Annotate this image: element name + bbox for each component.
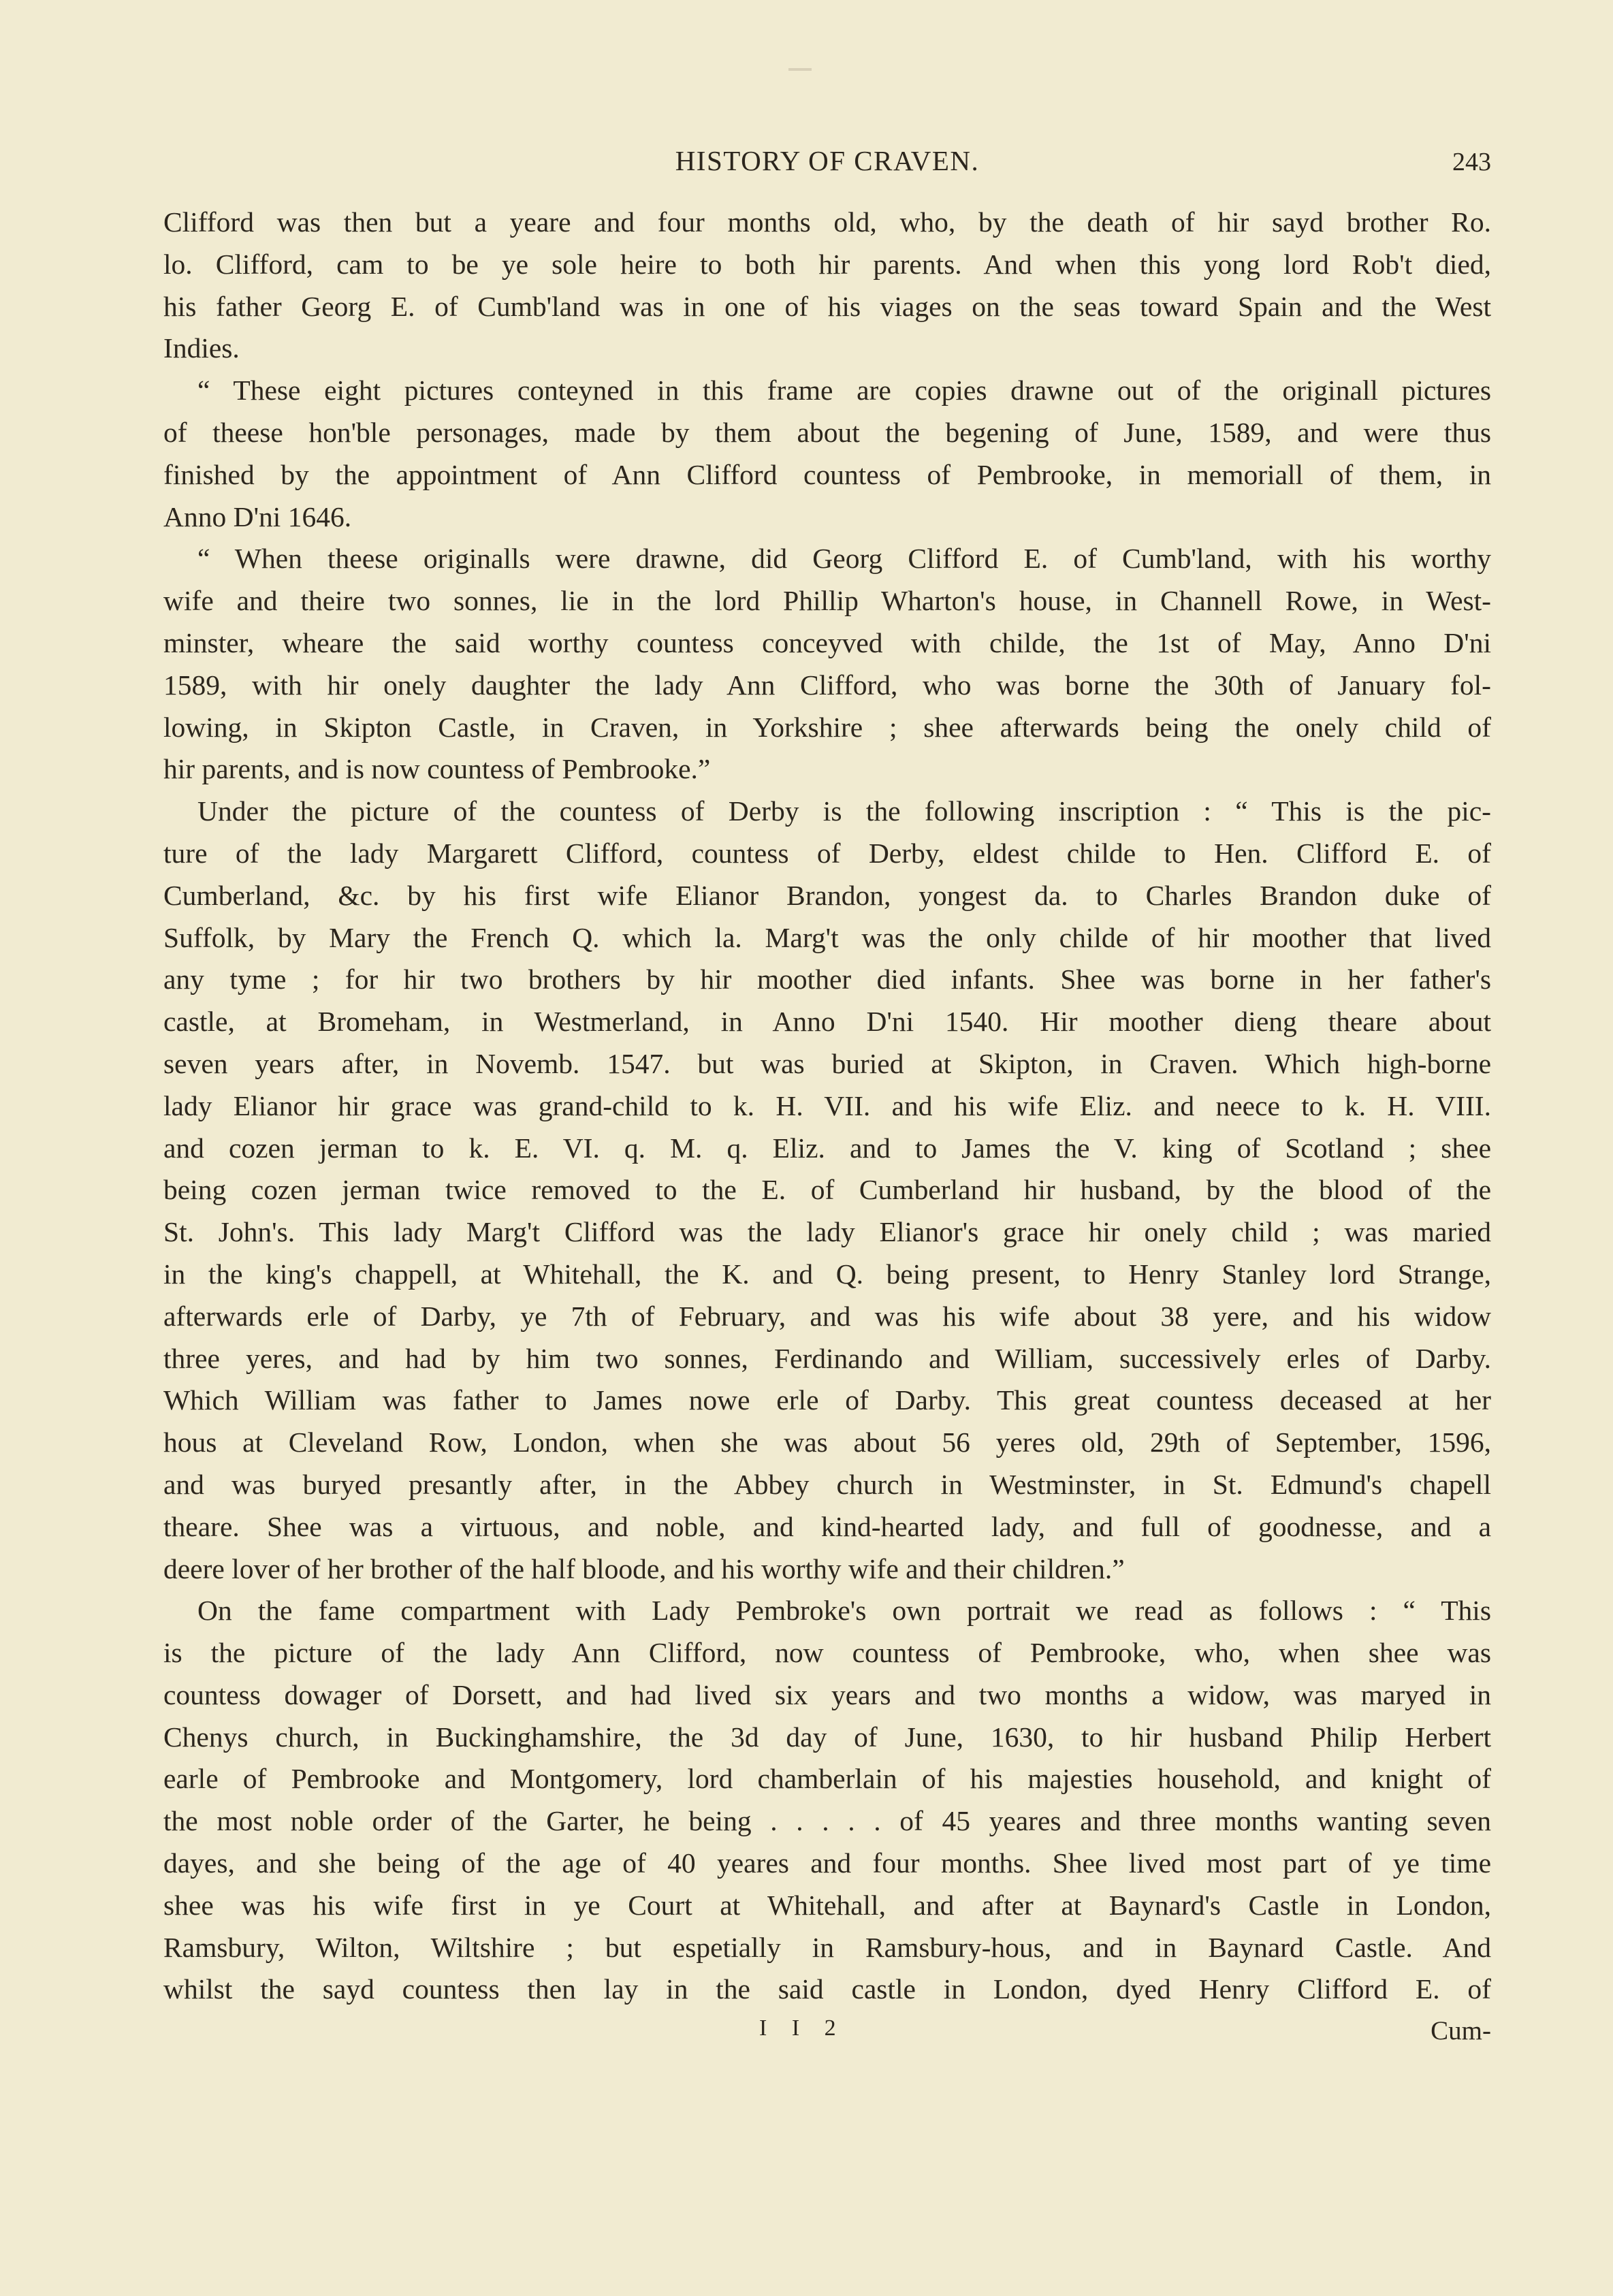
text-line: Ramsbury, Wilton, Wiltshire ; but espetially in Ramsbury-hous, and in Baynard Castle. And — [163, 1931, 1491, 1963]
text-line: of theese hon'ble personages, made by them about the begening of June, 1589, and were thus — [163, 416, 1491, 448]
text-line: “ These eight pictures conteyned in this frame are copies drawne out of the originall pictures — [197, 374, 1491, 406]
text-line: finished by the appointment of Ann Clifford countess of Pembrooke, in memoriall of them, in — [163, 458, 1491, 490]
text-line: On the fame compartment with Lady Pembroke's own portrait we read as follows : “ This — [197, 1595, 1491, 1627]
text-line: Chenys church, in Buckinghamshire, the 3d day of June, 1630, to hir husband Philip Herbert — [163, 1721, 1491, 1753]
text-line: countess dowager of Dorsett, and had lived six years and two months a widow, was maryed in — [163, 1678, 1491, 1710]
text-line: castle, at Bromeham, in Westmerland, in Anno D'ni 1540. Hir moother dieng theare about — [163, 1006, 1491, 1038]
text-line: any tyme ; for hir two brothers by hir moother died infants. Shee was borne in her father's — [163, 963, 1491, 995]
text-line: three yeres, and had by him two sonnes, Ferdinando and William, successively erles of Darby. — [163, 1342, 1491, 1374]
text-line: Under the picture of the countess of Derby is the following inscription : “ This is the pic- — [197, 795, 1491, 827]
page-number: 243 — [1452, 148, 1491, 176]
text-line: lady Elianor hir grace was grand-child to k. H. VII. and his wife Eliz. and neece to k. H. VIII. — [163, 1089, 1491, 1121]
text-line: in the king's chappell, at Whitehall, the K. and Q. being present, to Henry Stanley lord Strange, — [163, 1258, 1491, 1290]
text-line: seven years after, in Novemb. 1547. but was buried at Skipton, in Craven. Which high-borne — [163, 1047, 1491, 1079]
catchword: Cum- — [1431, 2016, 1491, 2045]
text-line: is the picture of the lady Ann Clifford, now countess of Pembrooke, who, when shee was — [163, 1637, 1491, 1669]
text-line: 1589, with hir onely daughter the lady Ann Clifford, who was borne the 30th of January fol- — [163, 669, 1491, 701]
page-top-mark — [788, 68, 812, 71]
text-line: wife and theire two sonnes, lie in the lord Phillip Wharton's house, in Channell Rowe, in West- — [163, 585, 1491, 617]
text-line: lowing, in Skipton Castle, in Craven, in Yorkshire ; shee afterwards being the onely child of — [163, 711, 1491, 743]
signature-mark: I I 2 — [759, 2015, 846, 2041]
text-line: “ When theese originalls were drawne, did Georg Clifford E. of Cumb'land, with his worthy — [197, 543, 1491, 575]
text-line: Anno D'ni 1646. — [163, 500, 352, 532]
text-line: ture of the lady Margarett Clifford, countess of Derby, eldest childe to Hen. Clifford E. of — [163, 837, 1491, 869]
text-line: whilst the sayd countess then lay in the said castle in London, dyed Henry Clifford E. of — [163, 1973, 1491, 2005]
running-head — [163, 144, 1491, 185]
text-line: and was buryed presantly after, in the Abbey church in Westminster, in St. Edmund's chapell — [163, 1468, 1491, 1500]
text-line: hous at Cleveland Row, London, when she was about 56 yeres old, 29th of September, 1596, — [163, 1426, 1491, 1458]
text-line: lo. Clifford, cam to be ye sole heire to both hir parents. And when this yong lord Rob't died, — [163, 248, 1491, 280]
text-line: shee was his wife first in ye Court at Whitehall, and after at Baynard's Castle in London, — [163, 1889, 1491, 1921]
text-line: Indies. — [163, 332, 240, 364]
text-line: hir parents, and is now countess of Pembrooke.” — [163, 753, 711, 785]
text-line: the most noble order of the Garter, he being . . . . . of 45 yeares and three months wanting seven — [163, 1805, 1491, 1837]
text-line: afterwards erle of Darby, ye 7th of February, and was his wife about 38 yere, and his widow — [163, 1300, 1491, 1332]
body-text — [163, 202, 1491, 2011]
text-line: theare. Shee was a virtuous, and noble, and kind-hearted lady, and full of goodnesse, and a — [163, 1510, 1491, 1542]
text-line: his father Georg E. of Cumb'land was in one of his viages on the seas toward Spain and the West — [163, 290, 1491, 322]
text-line: and cozen jerman to k. E. VI. q. M. q. Eliz. and to James the V. king of Scotland ; shee — [163, 1132, 1491, 1164]
text-line: Cumberland, &c. by his first wife Elianor Brandon, yongest da. to Charles Brandon duke of — [163, 879, 1491, 911]
text-line: being cozen jerman twice removed to the E. of Cumberland hir husband, by the blood of the — [163, 1174, 1491, 1206]
text-line: Suffolk, by Mary the French Q. which la. Marg't was the only childe of hir moother that lived — [163, 921, 1491, 953]
page-footer — [163, 2015, 1491, 2056]
text-line: St. John's. This lady Marg't Clifford was the lady Elianor's grace hir onely child ; was maried — [163, 1216, 1491, 1248]
text-line: dayes, and she being of the age of 40 yeares and four months. Shee lived most part of ye time — [163, 1847, 1491, 1879]
text-line: earle of Pembrooke and Montgomery, lord chamberlain of his majesties household, and knight of — [163, 1763, 1491, 1795]
text-line: Which William was father to James nowe erle of Darby. This great countess deceased at her — [163, 1384, 1491, 1416]
text-line: Clifford was then but a yeare and four months old, who, by the death of hir sayd brother Ro. — [163, 206, 1491, 238]
running-title: HISTORY OF CRAVEN. — [675, 145, 980, 176]
text-line: deere lover of her brother of the half bloode, and his worthy wife and their children.” — [163, 1552, 1125, 1584]
text-line: minster, wheare the said worthy countess conceyved with childe, the 1st of May, Anno D'ni — [163, 626, 1491, 658]
